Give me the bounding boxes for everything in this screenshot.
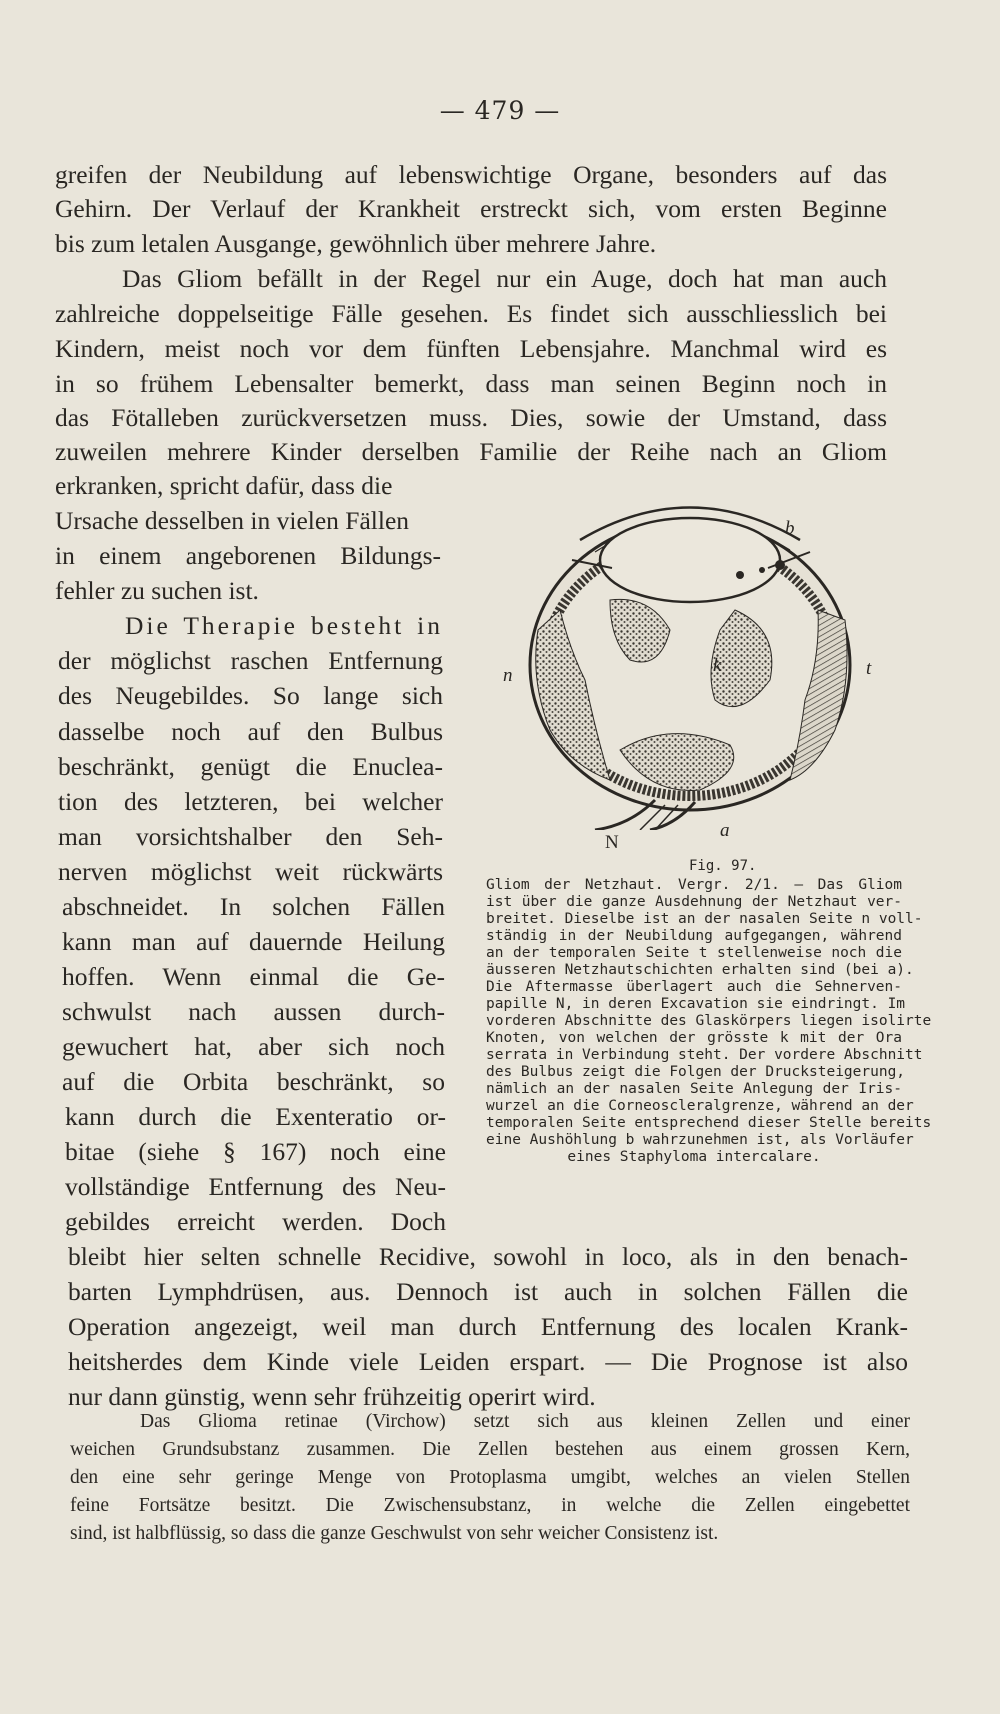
small-print-line: Das Glioma retinae (Virchow) setzt sich aus kleinen Zellen und einer xyxy=(140,1411,910,1432)
eye-section-figure xyxy=(500,480,880,830)
body-line: tion des letzteren, bei welcher xyxy=(58,787,443,816)
caption-line: papille N, in deren Excavation sie eindringt. Im xyxy=(486,996,906,1012)
body-line: kann man auf dauernde Heilung xyxy=(62,927,445,956)
caption-line: Die Aftermasse überlagert auch die Sehnerven- xyxy=(486,979,902,995)
caption-line: wurzel an die Corneoscleralgrenze, während an der xyxy=(486,1098,914,1114)
body-line: greifen der Neubildung auf lebenswichtige Organe, besonders auf das xyxy=(55,160,887,189)
body-line: kann durch die Exenteratio or- xyxy=(65,1102,446,1131)
body-line: schwulst nach aussen durch- xyxy=(62,997,445,1026)
body-line: Die Therapie besteht in xyxy=(125,611,443,640)
body-line: Operation angezeigt, weil man durch Entfernung des localen Krank- xyxy=(68,1312,908,1341)
figure-label-t: t xyxy=(866,658,872,679)
body-line: der möglichst raschen Entfernung xyxy=(58,646,443,675)
small-print-line: feine Fortsätze besitzt. Die Zwischensubstanz, in welche die Zellen eingebettet xyxy=(70,1495,910,1516)
page-number: — 479 — xyxy=(439,96,561,125)
caption-line: nämlich an der nasalen Seite Anlegung der Iris- xyxy=(486,1081,902,1097)
body-line: Gehirn. Der Verlauf der Krankheit erstreckt sich, vom ersten Beginne xyxy=(55,194,887,223)
body-line: auf die Orbita beschränkt, so xyxy=(62,1067,445,1096)
body-line: nerven möglichst weit rückwärts xyxy=(58,857,443,886)
body-line: in einem angeborenen Bildungs- xyxy=(55,541,441,570)
body-line: in so frühem Lebensalter bemerkt, dass man seinen Beginn noch in xyxy=(55,369,887,398)
caption-line: serrata in Verbindung steht. Der vordere Abschnitt xyxy=(486,1047,923,1063)
lens xyxy=(600,518,780,602)
figure-label-b: b xyxy=(785,518,795,539)
figure-number: Fig. 97. xyxy=(689,858,757,874)
body-line: hoffen. Wenn einmal die Ge- xyxy=(62,962,445,991)
figure-label-a: a xyxy=(720,820,730,841)
caption-line: eine Aushöhlung b wahrzunehmen ist, als Vorläufer xyxy=(486,1132,914,1148)
body-line: vollständige Entfernung des Neu- xyxy=(65,1172,446,1201)
caption-line: eines Staphyloma intercalare. xyxy=(567,1149,821,1165)
body-line: Das Gliom befällt in der Regel nur ein Auge, doch hat man auch xyxy=(122,264,887,293)
body-line: das Fötalleben zurückversetzen muss. Dies, sowie der Umstand, dass xyxy=(55,403,887,432)
small-print-line: den eine sehr geringe Menge von Protoplasma umgibt, welches an vielen Stellen xyxy=(70,1467,910,1488)
body-line: nur dann günstig, wenn sehr frühzeitig operirt wird. xyxy=(68,1382,596,1411)
caption-line: temporalen Seite entsprechend dieser Stelle bereits xyxy=(486,1115,932,1131)
body-line: dasselbe noch auf den Bulbus xyxy=(58,717,443,746)
body-line: gebildes erreicht werden. Doch xyxy=(65,1207,446,1236)
figure-label-n: n xyxy=(503,665,513,686)
body-line: Kindern, meist noch vor dem fünften Lebensjahre. Manchmal wird es xyxy=(55,334,887,363)
small-print-line: weichen Grundsubstanz zusammen. Die Zellen bestehen aus einem grossen Kern, xyxy=(70,1439,910,1460)
caption-line: an der temporalen Seite t stellenweise noch die xyxy=(486,945,902,961)
body-line: bitae (siehe § 167) noch eine xyxy=(65,1137,446,1166)
body-line: zahlreiche doppelseitige Fälle gesehen. Es findet sich ausschliesslich bei xyxy=(55,299,887,328)
caption-line: äusseren Netzhautschichten erhalten sind (bei a). xyxy=(486,962,914,978)
body-line: beschränkt, genügt die Enuclea- xyxy=(58,752,443,781)
body-line: man vorsichtshalber den Seh- xyxy=(58,822,443,851)
body-line: fehler zu suchen ist. xyxy=(55,576,259,605)
caption-line: Knoten, von welchen der grösste k mit der Ora xyxy=(486,1030,902,1046)
body-line: abschneidet. In solchen Fällen xyxy=(62,892,445,921)
caption-line: Gliom der Netzhaut. Vergr. 2/1. — Das Gliom xyxy=(486,877,902,893)
caption-line: ständig in der Neubildung aufgegangen, während xyxy=(486,928,902,944)
figure-label-k: k xyxy=(713,655,722,676)
body-line: Ursache desselben in vielen Fällen xyxy=(55,506,410,535)
caption-line: des Bulbus zeigt die Folgen der Drucksteigerung, xyxy=(486,1064,906,1080)
body-line: des Neugebildes. So lange sich xyxy=(58,681,443,710)
body-line: bleibt hier selten schnelle Recidive, sowohl in loco, als in den benach- xyxy=(68,1242,908,1271)
caption-line: vorderen Abschnitte des Glaskörpers liegen isolirte xyxy=(486,1013,932,1029)
caption-line: breitet. Dieselbe ist an der nasalen Seite n voll- xyxy=(486,911,923,927)
body-line: heitsherdes dem Kinde viele Leiden erspart. — Die Prognose ist also xyxy=(68,1347,908,1376)
caption-line: ist über die ganze Ausdehnung der Netzhaut ver- xyxy=(486,894,902,910)
body-line: barten Lymphdrüsen, aus. Dennoch ist auch in solchen Fällen die xyxy=(68,1277,908,1306)
body-line: bis zum letalen Ausgange, gewöhnlich über mehrere Jahre. xyxy=(55,229,657,258)
body-line: zuweilen mehrere Kinder derselben Familie der Reihe nach an Gliom xyxy=(55,437,887,466)
body-line: gewuchert hat, aber sich noch xyxy=(62,1032,445,1061)
small-print-line: sind, ist halbflüssig, so dass die ganze Geschwulst von sehr weicher Consistenz ist. xyxy=(70,1523,719,1544)
body-line: erkranken, spricht dafür, dass die xyxy=(55,471,393,500)
figure-label-N: N xyxy=(605,832,619,853)
